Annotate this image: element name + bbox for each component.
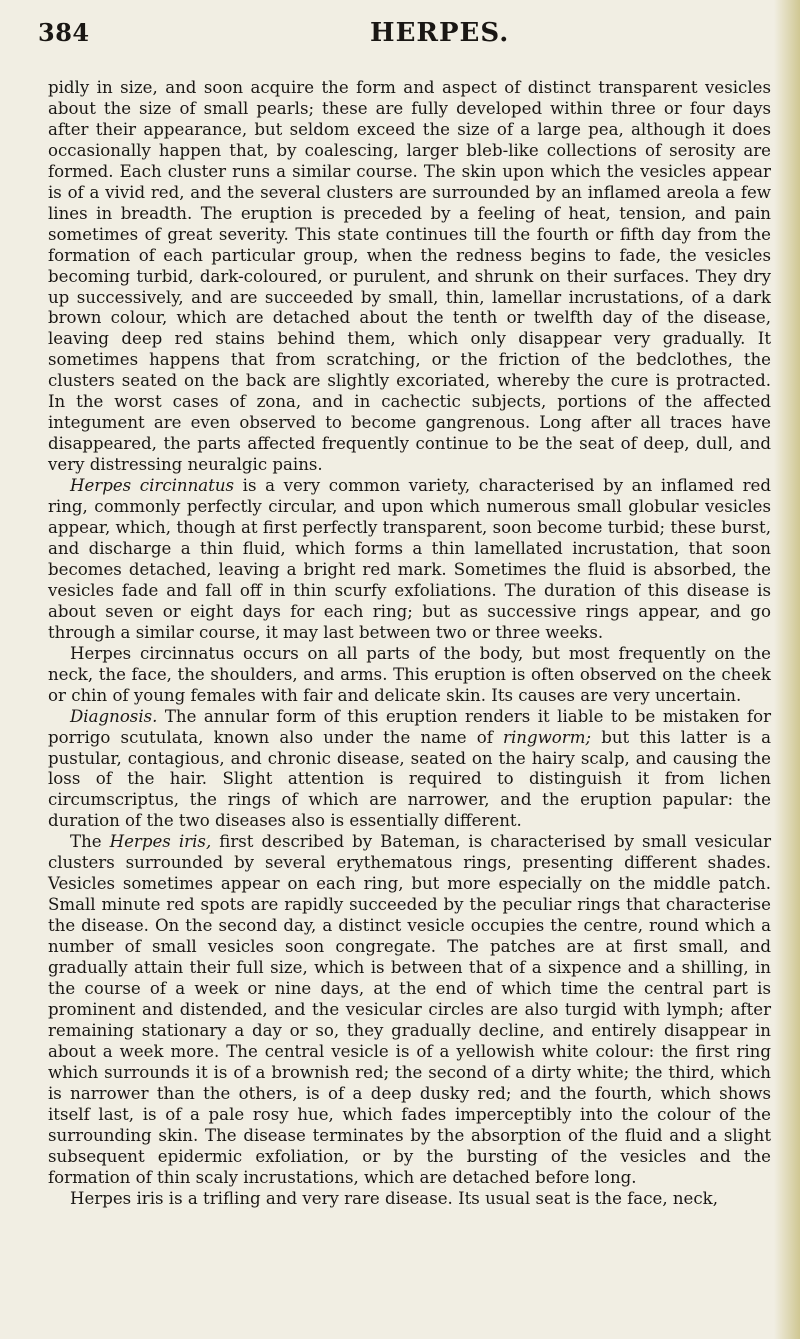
page-header	[38, 18, 778, 52]
italic-term: Herpes circinnatus	[70, 476, 235, 496]
page-edge-shading	[774, 0, 800, 1339]
italic-term: ringworm;	[503, 727, 592, 747]
paragraph-text: The annular form of this eruption renders it liable to be mistaken for porrigo scutulata, known also under the name of	[48, 706, 771, 747]
italic-heading: Diagnosis.	[70, 706, 158, 726]
paragraph-text: The	[70, 832, 110, 852]
paragraph-zona-continuation	[48, 78, 771, 476]
paragraph-circinnatus-location	[48, 644, 771, 707]
paragraph-text: pidly in size, and soon acquire the form and aspect of distinct transparent vesicles about the size of small pearls; these are fully developed within three or four days after their appearance, but seldom exceed the size of a large pea, although it does occasionally happen that, by coalescing, larger bleb-like collections of serosity are formed. Each cluster runs a similar course. The skin upon which the vesicles appear is of a vivid red, and the several clusters are surrounded by an inflamed areola a few lines in breadth. The eruption is preceded by a feeling of heat, tension, and pain sometimes of great severity. This state continues till the fourth or fifth day from the formation of each particular group, when the redness begins to fade, the vesicles becoming turbid, dark-coloured, or purulent, and shrunk on their surfaces. They dry up successively, and are succeeded by small, thin, lamellar incrustations, of a dark brown colour, which are detached about the tenth or twelfth day of the disease, leaving deep red stains behind them, which only disappear very gradually. It sometimes happens that from scratching, or the friction of the bedclothes, the clusters seated on the back are slightly excoriated, whereby the cure is protracted. In the worst cases of zona, and in cachectic subjects, portions of the affected integument are even observed to become gangrenous. Long after all traces have disappeared, the parts affected frequently continue to be the seat of deep, dull, and very distressing neuralgic pains.	[48, 78, 771, 475]
paragraph-text: but this latter is a pustular, contagious, and chronic disease, seated on the hairy scalp, and causing the loss of the hair. Slight attention is required to distinguish it from lichen circumscriptus, the rings of which are narrower, and the eruption papular: the duration of the two diseases also is essentially different.	[48, 727, 771, 831]
running-head: HERPES.	[370, 18, 510, 48]
paragraph-text: Herpes circinnatus occurs on all parts of the body, but most frequently on the neck, the face, the shoulders, and arms. This eruption is often observed on the cheek or chin of young females with fair and delicate skin. Its causes are very uncertain.	[48, 643, 771, 705]
paragraph-text: first described by Bateman, is characterised by small vesicular clusters surrounded by several erythematous rings, presenting different shades. Vesicles sometimes appear on each ring, but more especially on the middle patch. Small minute red spots are rapidly succeeded by the peculiar rings that characterise the disease. On the second day, a distinct vesicle occupies the centre, round which a number of small vesicles soon congregate. The patches are at first small, and gradually attain their full size, which is between that of a sixpence and a shilling, in the course of a week or nine days, at the end of which time the central part is prominent and distended, and the vesicular circles are also turgid with lymph; after remaining stationary a day or so, they gradually decline, and entirely disappear in about a week more. The central vesicle is of a yellowish white colour: the first ring which surrounds it is of a brownish red; the second of a dirty white; the third, which is narrower than the others, is of a deep dusky red; and the fourth, which shows itself last, is of a pale rosy hue, which fades imperceptibly into the colour of the surrounding skin. The disease terminates by the absorption of the fluid and a slight subsequent epidermic exfoliation, or by the bursting of the vesicles and the formation of thin scaly incrustations, which are detached before long.	[48, 832, 771, 1187]
page-number: 384	[38, 18, 90, 47]
paragraph-text: Herpes iris is a trifling and very rare disease. Its usual seat is the face, neck,	[70, 1188, 718, 1208]
paragraph-iris-seat	[48, 1189, 771, 1210]
italic-term: Herpes iris,	[109, 832, 212, 852]
body-text	[48, 78, 771, 1209]
paragraph-text: is a very common variety, characterised by an inflamed red ring, commonly perfectly circular, and upon which numerous small globular vesicles appear, which, though at first perfectly transparent, soon become turbid; these burst, and discharge a thin fluid, which forms a thin lamellated incrustation, that soon becomes detached, leaving a bright red mark. Sometimes the fluid is absorbed, the vesicles fade and fall off in thin scurfy exfoliations. The duration of this disease is about seven or eight days for each ring; but as successive rings appear, and go through a similar course, it may last between two or three weeks.	[48, 476, 771, 642]
paragraph-herpes-circinnatus	[48, 476, 771, 644]
paragraph-diagnosis	[48, 707, 771, 833]
paragraph-herpes-iris	[48, 832, 771, 1188]
